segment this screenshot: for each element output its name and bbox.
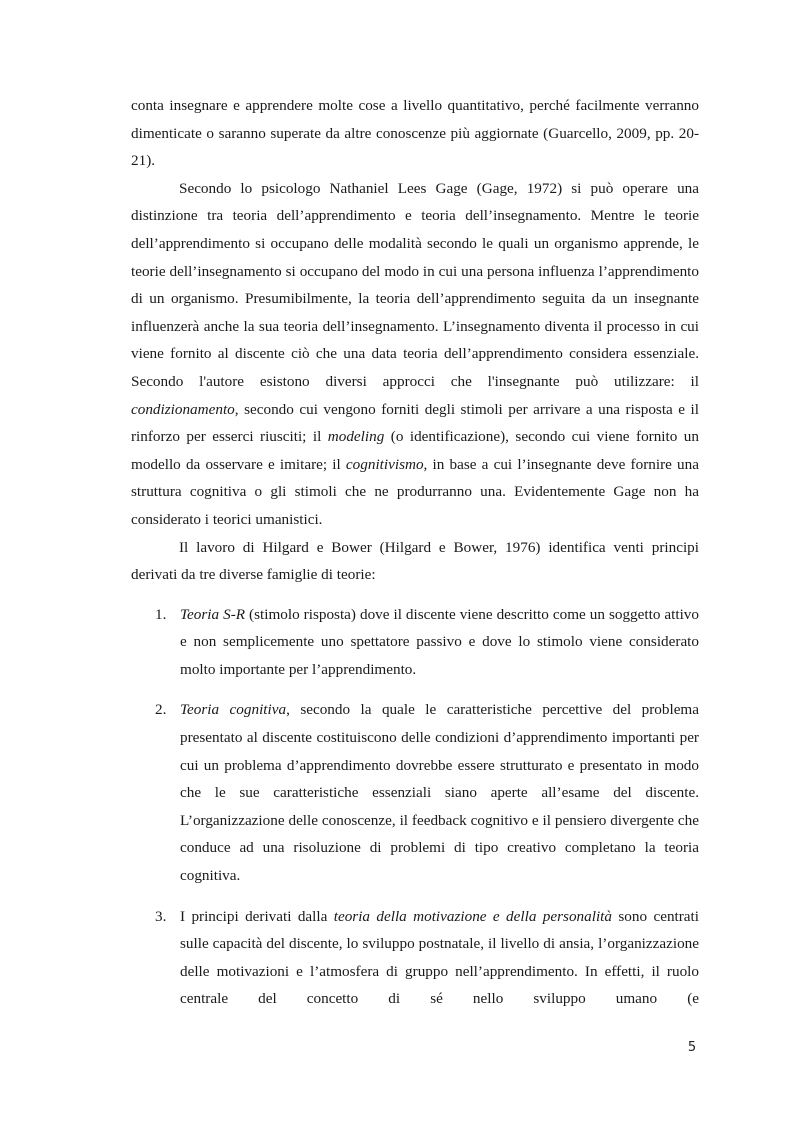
italic-term-modeling: modeling	[327, 428, 385, 446]
paragraph-text: (o identificazione), secondo cui viene fornito un modello da osservare e imitare; il	[131, 428, 699, 473]
list-number: 3.	[155, 907, 167, 925]
theory-list	[131, 601, 699, 1013]
page-number: 5	[687, 1040, 697, 1055]
italic-term: teoria della motivazione e della personalità	[333, 907, 612, 925]
list-number: 1.	[155, 605, 167, 623]
list-item-text	[180, 903, 699, 1013]
list-item-body: sono centrati sulle capacità del discente, lo sviluppo postnatale, il livello di ansia, l’organizzazione delle motivazioni e l’atmosfera di gruppo nell’apprendimento. In effetti, il ruolo centrale del concetto di sé nello sviluppo umano (e	[180, 907, 699, 1008]
paragraph-text: , secondo cui vengono forniti degli stimoli per arrivare a una risposta e il rinforzo per esserci riusciti; il	[131, 400, 699, 446]
paragraph-hilgard-bower	[131, 534, 699, 589]
italic-term: Teoria cognitiva	[180, 701, 287, 719]
list-item-text	[180, 601, 699, 684]
paragraph-text: Il lavoro di Hilgard e Bower (Hilgard e Bower, 1976) identifica venti principi derivati da tre diverse famiglie di teorie:	[131, 538, 699, 584]
list-item-body: , secondo la quale le caratteristiche percettive del problema presentato al discente costituiscono delle condizioni d’apprendimento importanti per cui un problema d’apprendimento dovrebbe essere strutturato e presentato in modo che le sue caratteristiche essenziali siano aperte all’esame del discente. L’organizzazione delle conoscenze, il feedback cognitivo e il pensiero divergente che conduce ad una risoluzione di problemi di tipo creativo completano la teoria cognitiva.	[180, 701, 699, 885]
list-item-body: I principi derivati dalla	[180, 907, 334, 925]
paragraph-continuation	[131, 92, 699, 175]
list-number: 2.	[155, 701, 167, 719]
italic-term: Teoria S-R	[180, 605, 246, 623]
paragraph-gage	[131, 175, 699, 534]
list-item-body: (stimolo risposta) dove il discente viene descritto come un soggetto attivo e non semplicemente uno spettatore passivo e dove lo stimolo viene considerato molto importante per l’apprendimento.	[180, 605, 699, 678]
paragraph-text: Secondo lo psicologo Nathaniel Lees Gage (Gage, 1972) si può operare una distinzione tra teoria dell’apprendimento e teoria dell’insegnamento. Mentre le teorie dell’apprendimento si occupano delle modalità secondo le quali un organismo apprende, le teorie dell’insegnamento si occupano del modo in cui una persona influenza l’apprendimento di un organismo. Presumibilmente, la teoria dell’apprendimento seguita da un insegnante influenzerà anche la sua teoria dell’insegnamento. L’insegnamento diventa il processo in cui viene fornito al discente ciò che una data teoria dell’apprendimento considera essenziale. Secondo l'autore esistono diversi approcci che l'insegnante può utilizzare: il	[131, 179, 699, 390]
paragraph-text: conta insegnare e apprendere molte cose a livello quantitativo, perché facilmente verranno dimenticate o saranno superate da altre conoscenze più aggiornate (Guarcello, 2009, pp. 20-21).	[131, 97, 699, 170]
italic-term-condizionamento: condizionamento	[131, 400, 235, 418]
italic-term-cognitivismo: cognitivismo	[345, 455, 424, 473]
list-item	[131, 696, 699, 889]
document-page	[131, 92, 699, 1026]
list-item-text	[180, 696, 699, 889]
list-item	[131, 601, 699, 684]
paragraph-text: , in base a cui l’insegnante deve fornire una struttura cognitiva o gli stimoli che ne produrranno una. Evidentemente Gage non ha considerato i teorici umanistici.	[131, 455, 699, 528]
list-item	[131, 903, 699, 1013]
